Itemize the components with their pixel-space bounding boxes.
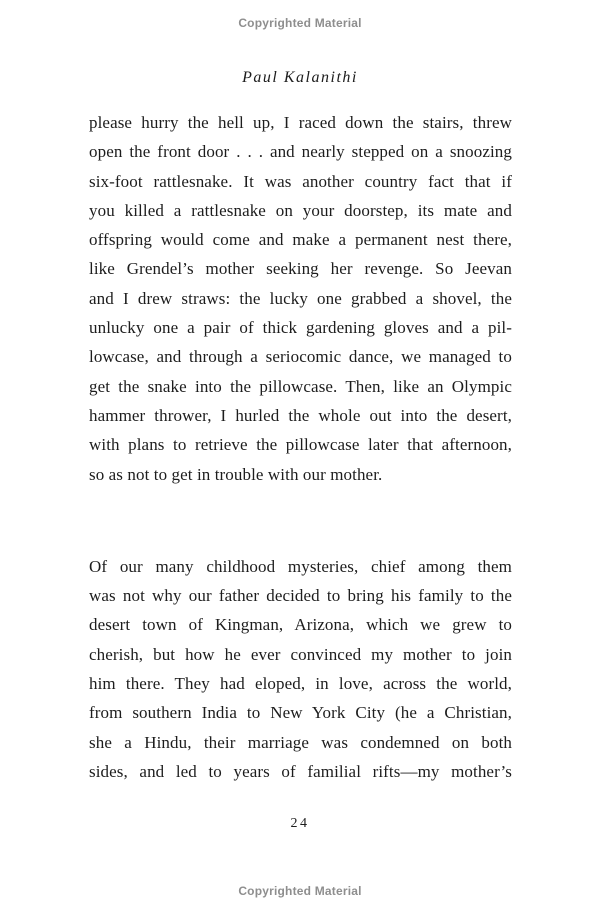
text-line: unlucky one a pair of thick gardening gloves and a pil-	[89, 318, 512, 338]
text-line: hammer thrower, I hurled the whole out into the desert,	[89, 405, 512, 425]
copyright-notice-top: Copyrighted Material	[238, 16, 362, 30]
text-line: desert town of Kingman, Arizona, which we grew to	[89, 615, 512, 635]
text-line: and I drew straws: the lucky one grabbed a shovel, the	[89, 288, 512, 308]
text-line: so as not to get in trouble with our mother.	[89, 464, 383, 484]
text-line: she a Hindu, their marriage was condemned on both	[89, 732, 512, 752]
text-line: open the front door . . . and nearly stepped on a snoozing	[89, 142, 512, 162]
body-text	[89, 108, 512, 786]
text-line: with plans to retrieve the pillowcase later that afternoon,	[89, 435, 512, 455]
text-line: sides, and led to years of familial rifts—my mother’s	[89, 761, 512, 781]
text-line: from southern India to New York City (he a Christian,	[89, 703, 512, 723]
paragraph-2	[89, 552, 512, 786]
copyright-notice-bottom: Copyrighted Material	[238, 884, 362, 898]
text-line: get the snake into the pillowcase. Then, like an Olympic	[89, 376, 512, 396]
text-line: was not why our father decided to bring his family to the	[89, 586, 512, 606]
paragraph-1	[89, 108, 512, 489]
text-line: like Grendel’s mother seeking her revenge. So Jeevan	[89, 259, 512, 279]
text-line: offspring would come and make a permanent nest there,	[89, 230, 512, 250]
text-line: lowcase, and through a seriocomic dance, we managed to	[89, 347, 512, 367]
text-line: you killed a rattlesnake on your doorstep, its mate and	[89, 200, 512, 220]
running-header-author: Paul Kalanithi	[242, 69, 358, 86]
text-line: Of our many childhood mysteries, chief among them	[89, 556, 512, 576]
page-number: 24	[290, 816, 310, 831]
text-line: please hurry the hell up, I raced down the stairs, threw	[89, 113, 512, 132]
text-line: six-foot rattlesnake. It was another country fact that if	[89, 171, 512, 191]
text-line: cherish, but how he ever convinced my mother to join	[89, 644, 512, 664]
text-line: him there. They had eloped, in love, across the world,	[89, 674, 512, 694]
